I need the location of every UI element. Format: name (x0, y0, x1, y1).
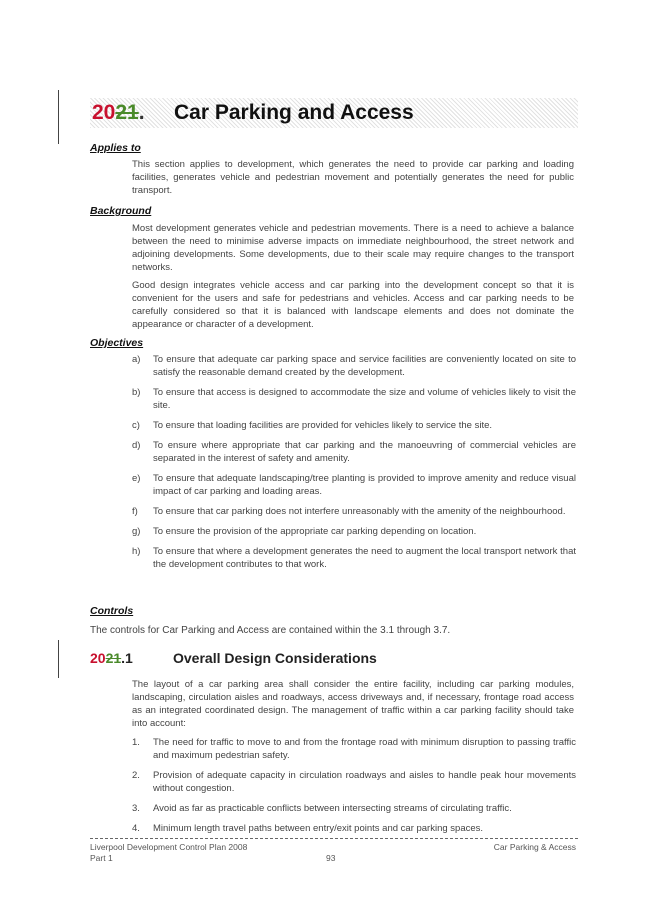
section-heading (90, 98, 578, 128)
objective-item: d) To ensure where appropriate that car parking and the manoeuvring of commercial vehicles are separated in the interest of safety and amenity. (132, 440, 576, 464)
applies-to-text: This section applies to development, which generates the need to provide car parking and loading facilities, generates vehicle and pedestrian movement and potentially generates the need for public transport. (132, 159, 574, 196)
controls-heading: Controls (90, 605, 134, 617)
consideration-item: 2. Provision of adequate capacity in circulation roadways and aisles to handle peak hour movements without congestion. (132, 770, 576, 794)
subsection-intro: The layout of a car parking area shall consider the entire facility, including car parking modules, landscaping, circulation aisles and roadways, access driveways and, if necessary, frontage road access as an integrated coordinated design. The management of traffic within a car parking facility should take into account: (132, 679, 574, 729)
subsection-heading (90, 650, 377, 666)
consideration-item: 4. Minimum length travel paths between entry/exit points and car parking spaces. (132, 823, 484, 834)
footer-part: Part 1 (90, 853, 113, 863)
subsection-number: 2021.1 (90, 650, 133, 666)
change-bar-top (58, 90, 59, 144)
objective-item: f) To ensure that car parking does not interfere unreasonably with the amenity of the neighbourhood. (132, 506, 566, 517)
objective-item: e) To ensure that adequate landscaping/tree planting is provided to improve amenity and reduce visual impact of car parking and loading areas. (132, 473, 576, 497)
objective-item: b) To ensure that access is designed to accommodate the size and volume of vehicles likely to visit the site. (132, 387, 576, 411)
footer-document-title: Liverpool Development Control Plan 2008 (90, 842, 248, 852)
background-paragraph-1: Most development generates vehicle and pedestrian movements. There is a need to achieve a balance between the need to minimise adverse impacts on immediate neighbourhood, the street network and adjoining developments. Some developments, due to their scale may require changes to the transport networks. (132, 223, 574, 273)
subsection-title: Overall Design Considerations (173, 650, 377, 666)
footer-page-number: 93 (326, 853, 336, 863)
objectives-list (132, 353, 576, 571)
objective-item: h) To ensure that where a development generates the need to augment the local transport network that the development contributes to that work. (132, 546, 576, 570)
footer-section-name: Car Parking & Access (493, 842, 576, 852)
footer-divider (90, 838, 578, 839)
applies-to-heading: Applies to (90, 142, 141, 154)
background-heading: Background (90, 205, 152, 217)
design-considerations-list (132, 736, 576, 835)
controls-text: The controls for Car Parking and Access are contained within the 3.1 through 3.7. (90, 625, 451, 636)
objective-item: a) To ensure that adequate car parking space and service facilities are conveniently located on site to satisfy the reasonable demand created by the development. (132, 354, 576, 378)
consideration-item: 3. Avoid as far as practicable conflicts between intersecting streams of circulating traffic. (132, 803, 512, 814)
change-bar-subsection (58, 640, 59, 678)
objective-item: g) To ensure the provision of the appropriate car parking depending on location. (132, 526, 477, 537)
section-number: 2021. (92, 101, 145, 124)
consideration-item: 1. The need for traffic to move to and from the frontage road with minimum disruption to passing traffic and maximum pedestrian safety. (132, 737, 576, 761)
background-paragraph-2: Good design integrates vehicle access and car parking into the development concept so that it is convenient for the users and safe for pedestrians and vehicles. Access and car parking needs to be carefully considered so that it is balanced with landscape elements and does not dominate the appearance or character of a development. (132, 280, 574, 330)
objective-item: c) To ensure that loading facilities are provided for vehicles likely to service the site. (132, 420, 493, 431)
section-title: Car Parking and Access (174, 101, 414, 124)
objectives-heading: Objectives (90, 337, 144, 349)
